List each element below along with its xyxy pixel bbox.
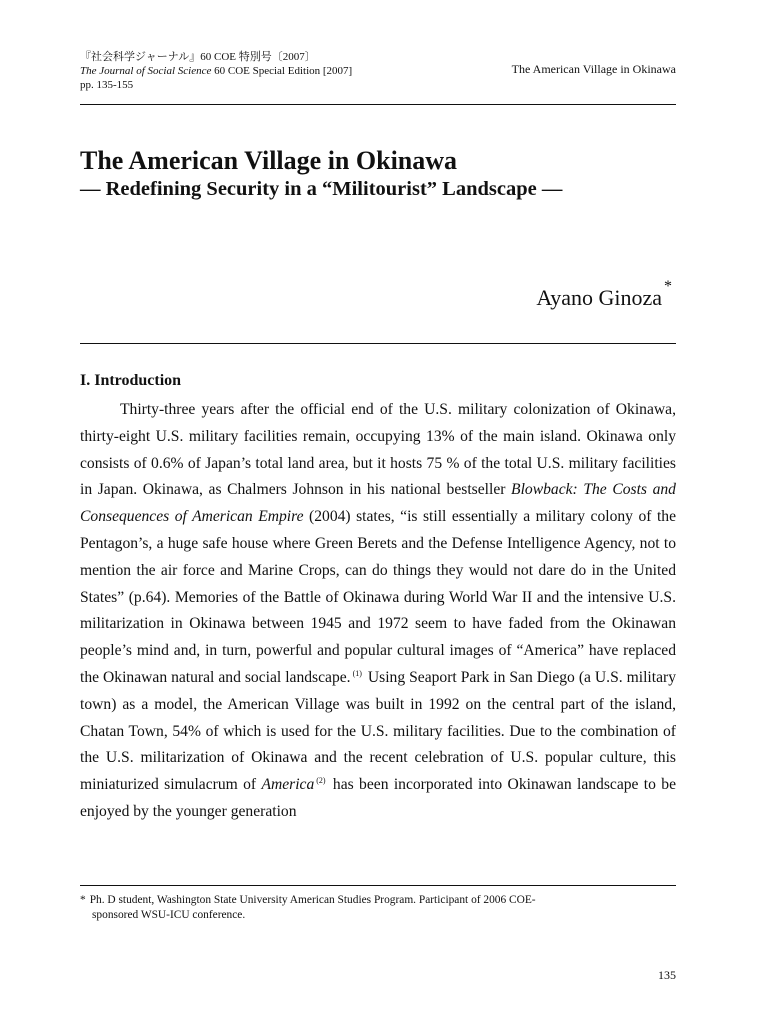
journal-title-english: [80, 64, 352, 78]
journal-citation: [80, 50, 352, 92]
paragraph-text-2: (2004) states, “is still essentially a military colony of the Pentagon’s, a huge safe house where Green Berets and the Defense Intelligence Agency, not to mention the air force and Marine Crops, can do things they would not dare do in the United States” (p.64). Memories of the Battle of Okinawa during World War II and the intensive U.S. militarization in Okinawa between 1945 and 1972 seem to have faded from the Okinawan people’s mind and, in turn, powerful and popular cultural images of “America” have replaced the Okinawan natural and social landscape.: [80, 508, 677, 686]
article-subtitle: — Redefining Security in a “Militourist” Landscape —: [80, 178, 563, 200]
footnote-text-2: sponsored WSU-ICU conference.: [92, 908, 246, 921]
page-number: 135: [658, 968, 676, 982]
america-term: America: [261, 776, 315, 794]
paragraph: [80, 397, 676, 826]
body-text: [80, 397, 676, 826]
footnote-text-1: Ph. D student, Washington State University American Studies Program. Participant of 2006 COE-: [89, 894, 536, 906]
footnote-divider: [80, 885, 676, 886]
page-range: pp. 135-155: [80, 79, 134, 91]
article-title: The American Village in Okinawa: [80, 146, 458, 175]
endnote-marker-1: (1): [352, 668, 362, 678]
paragraph-text-3: Using Seaport Park in San Diego (a U.S. military town) as a model, the American Village was built in 1992 on the central part of the island, Chatan Town, 54% of which is used for the U.S. military facilities. Due to the combination of the U.S. militarization of Okinawa and the recent celebration of U.S. popular culture, this miniaturized simulacrum of: [80, 668, 676, 794]
paragraph-text-1: Thirty-three years after the official end of the U.S. military colonization of Okinawa, thirty-eight U.S. military facilities remain, occupying 13% of the main island. Okinawa only consists of 0.6% of Japan’s total land area, but it hosts 75 % of the total U.S. military facilities in Japan. Okinawa, as Chalmers Johnson in his national bestseller: [80, 401, 676, 499]
journal-name: The Journal of Social Science: [80, 65, 212, 77]
book-title: Blowback: The Costs and Consequences of American Empire: [80, 481, 676, 526]
author-footnote-marker: *: [664, 278, 672, 295]
section-heading: I. Introduction: [80, 372, 182, 389]
paragraph-text-4: has been incorporated into Okinawan landscape to be enjoyed by the younger generation: [80, 776, 676, 820]
footnote-marker: *: [80, 894, 86, 906]
journal-title-japanese: 『社会科学ジャーナル』60 COE 特別号〔2007〕: [80, 51, 316, 63]
footnote: [80, 893, 676, 922]
author-divider: [80, 343, 676, 344]
footnote-line-1: [80, 893, 676, 908]
endnote-marker-2: (2): [316, 776, 326, 786]
running-title: The American Village in Okinawa: [511, 62, 676, 76]
author-name: Ayano Ginoza: [536, 285, 662, 310]
header-divider: [80, 104, 676, 105]
journal-edition: 60 COE Special Edition [2007]: [214, 65, 353, 77]
